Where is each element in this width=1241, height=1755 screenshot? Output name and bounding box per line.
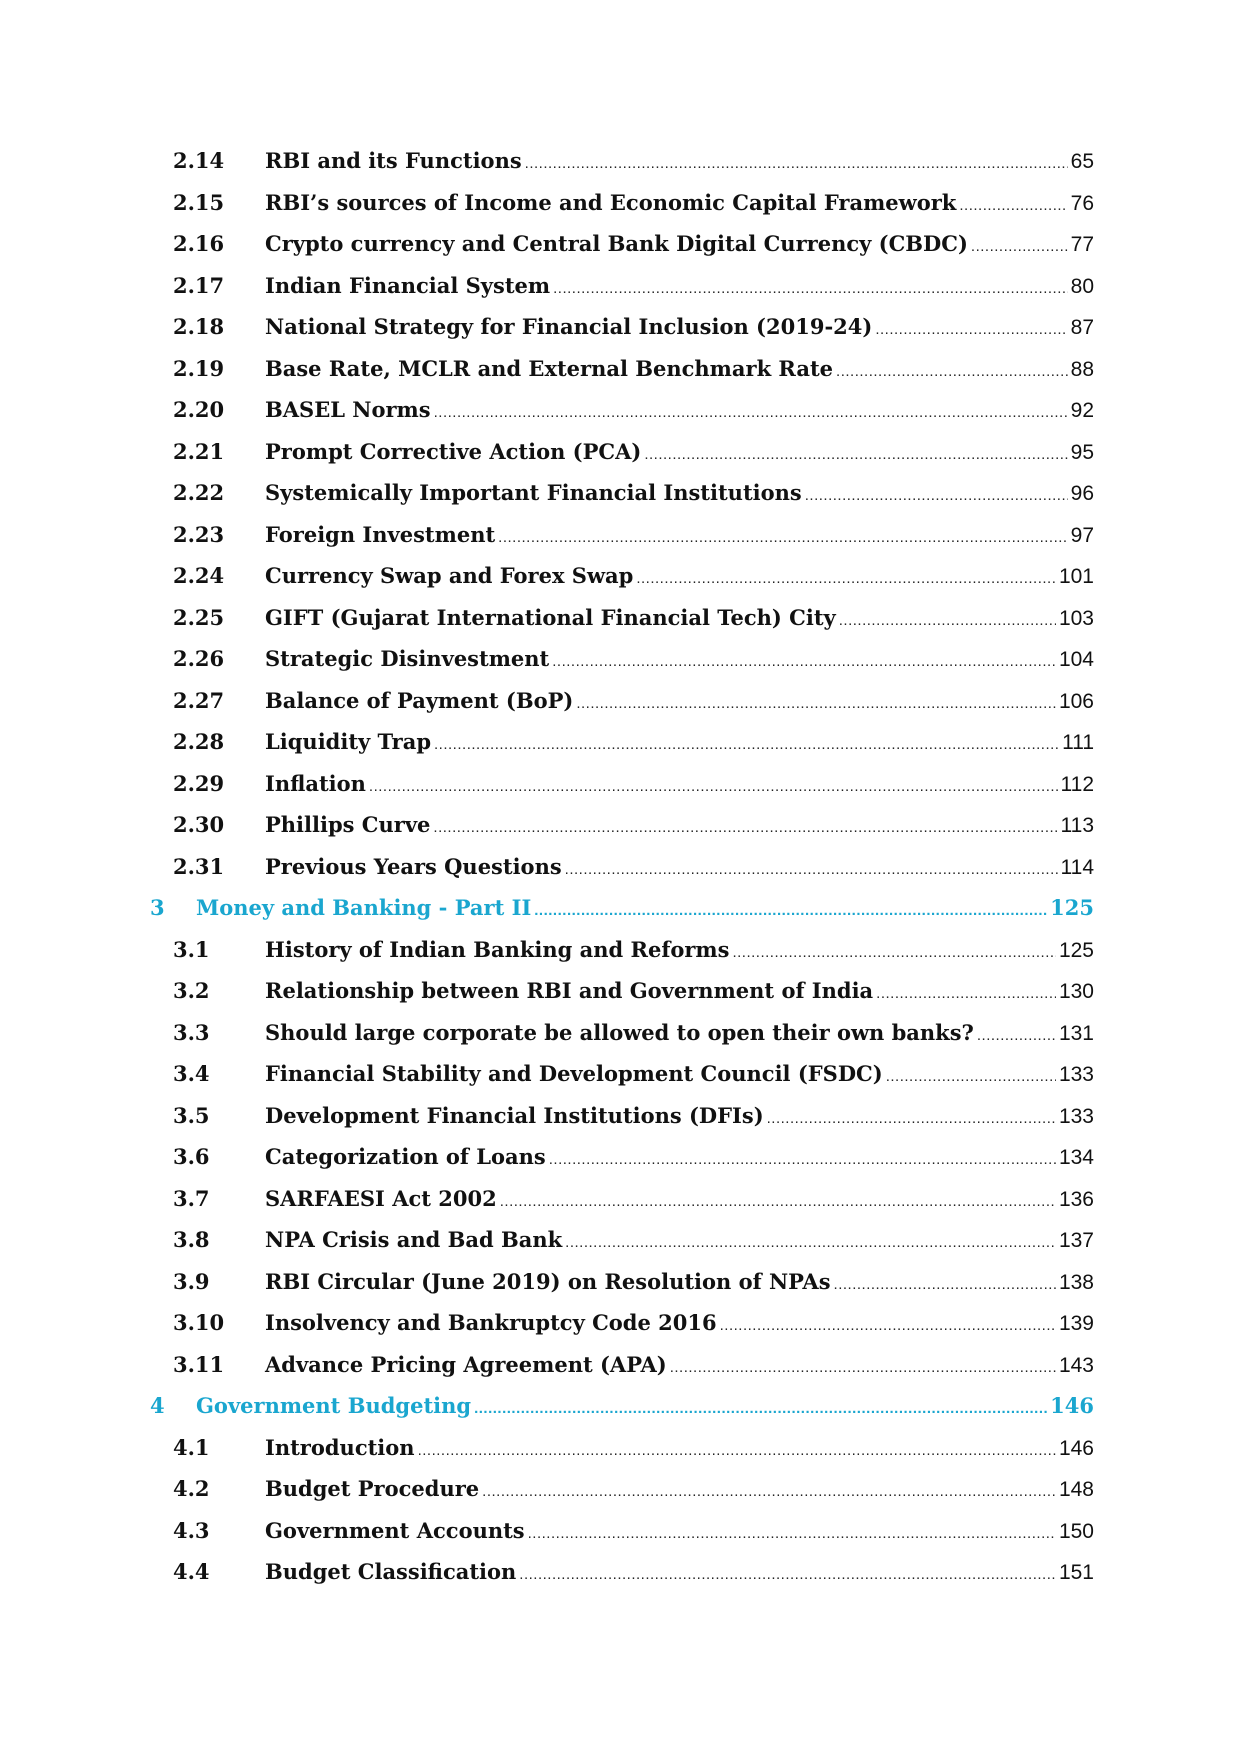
- dot-leader: [636, 566, 1056, 592]
- toc-entry-line: [265, 812, 1094, 841]
- dot-leader: [434, 732, 1059, 758]
- toc-entry-line: [265, 231, 1094, 260]
- toc-section-row[interactable]: [0, 1055, 1241, 1097]
- toc-entry-number: 3.2: [173, 978, 210, 1003]
- dot-leader: [519, 1562, 1056, 1588]
- dot-leader: [549, 1147, 1056, 1173]
- toc-section-row[interactable]: [0, 848, 1241, 890]
- toc-entry-title: Should large corporate be allowed to open their own banks?: [265, 1019, 974, 1045]
- toc-entry-line: [265, 356, 1094, 385]
- toc-entry-line: [265, 1227, 1094, 1256]
- toc-entry-page-number: 146: [1050, 1393, 1094, 1418]
- toc-entry-page-number: 148: [1058, 1478, 1094, 1501]
- toc-entry-page-number: 113: [1060, 814, 1094, 837]
- toc-section-row[interactable]: [0, 1138, 1241, 1180]
- toc-entry-page-number: 151: [1058, 1561, 1094, 1584]
- toc-section-row[interactable]: [0, 1512, 1241, 1554]
- toc-entry-title: Prompt Corrective Action (PCA): [265, 438, 642, 464]
- toc-entry-page-number: 143: [1058, 1353, 1094, 1377]
- toc-entry-title: Crypto currency and Central Bank Digital Currency (CBDC): [265, 231, 968, 256]
- toc-entry-page-number: 125: [1050, 895, 1094, 920]
- dot-leader: [576, 691, 1056, 717]
- toc-section-row[interactable]: [0, 1429, 1241, 1471]
- toc-section-row[interactable]: [0, 516, 1241, 558]
- toc-section-row[interactable]: [0, 474, 1241, 516]
- toc-entry-line: [265, 729, 1094, 758]
- toc-entry-number: 2.19: [173, 355, 225, 381]
- toc-chapter-row[interactable]: [0, 1387, 1241, 1429]
- toc-entry-line: [196, 1393, 1094, 1422]
- toc-entry-page-number: 65: [1070, 150, 1094, 173]
- toc-entry-title: NPA Crisis and Bad Bank: [265, 1227, 563, 1252]
- toc-entry-title: GIFT (Gujarat International Financial Tech) City: [265, 604, 836, 630]
- toc-entry-title: Liquidity Trap: [265, 729, 432, 754]
- toc-entry-title: Indian Financial System: [265, 272, 551, 298]
- toc-section-row[interactable]: [0, 391, 1241, 433]
- toc-entry-title: Budget Classification: [265, 1559, 517, 1584]
- toc-entry-page-number: 101: [1058, 565, 1094, 588]
- toc-entry-number: 2.31: [173, 853, 225, 879]
- toc-entry-page-number: 80: [1070, 274, 1094, 298]
- toc-entry-number: 2.23: [173, 521, 225, 547]
- toc-entry-line: [265, 1435, 1094, 1464]
- toc-entry-page-number: 112: [1060, 772, 1094, 796]
- dot-leader: [732, 940, 1055, 966]
- dot-leader: [369, 774, 1058, 800]
- dot-leader: [959, 193, 1067, 219]
- dot-leader: [498, 525, 1067, 551]
- toc-entry-number: 2.28: [173, 729, 225, 754]
- toc-entry-line: [265, 397, 1094, 426]
- toc-entry-number: 2.20: [173, 397, 225, 422]
- toc-entry-page-number: 133: [1058, 1104, 1094, 1128]
- toc-entry-number: 2.29: [173, 770, 225, 796]
- toc-entry-page-number: 104: [1058, 648, 1094, 671]
- toc-section-row[interactable]: [0, 350, 1241, 392]
- toc-entry-number: 4: [150, 1393, 165, 1418]
- dot-leader: [834, 1272, 1056, 1298]
- toc-entry-line: [196, 895, 1094, 924]
- toc-entry-title: Government Budgeting: [196, 1393, 472, 1418]
- toc-entry-title: Money and Banking - Part II: [196, 895, 532, 920]
- toc-entry-line: [265, 1020, 1094, 1049]
- toc-entry-page-number: 130: [1058, 980, 1094, 1003]
- toc-entry-line: [265, 148, 1094, 177]
- toc-entry-title: Balance of Payment (BoP): [265, 687, 574, 713]
- toc-entry-page-number: 137: [1058, 1229, 1094, 1252]
- toc-entry-title: Financial Stability and Development Council (FSDC): [265, 1061, 883, 1086]
- toc-entry-number: 3.7: [173, 1185, 210, 1211]
- toc-entry-line: [265, 563, 1094, 592]
- toc-entry-title: Categorization of Loans: [265, 1144, 546, 1169]
- toc-entry-line: [265, 1310, 1094, 1339]
- toc-entry-line: [265, 314, 1094, 343]
- toc-entry-line: [265, 1103, 1094, 1132]
- toc-entry-page-number: 76: [1070, 191, 1094, 215]
- toc-entry-number: 2.15: [173, 189, 225, 215]
- dot-leader: [720, 1313, 1056, 1339]
- toc-entry-line: [265, 1518, 1094, 1547]
- toc-section-row[interactable]: [0, 308, 1241, 350]
- dot-leader: [839, 608, 1056, 634]
- toc-entry-page-number: 134: [1058, 1146, 1094, 1169]
- toc-entry-line: [265, 522, 1094, 551]
- toc-entry-number: 3.6: [173, 1144, 210, 1169]
- toc-entry-number: 3.9: [173, 1268, 210, 1294]
- toc-entry-page-number: 103: [1058, 606, 1094, 630]
- toc-section-row[interactable]: [0, 1263, 1241, 1305]
- toc-entry-page-number: 114: [1060, 855, 1094, 879]
- dot-leader: [534, 898, 1047, 924]
- toc-section-row[interactable]: [0, 433, 1241, 475]
- table-of-contents: [0, 142, 1241, 1595]
- toc-entry-line: [265, 646, 1094, 675]
- dot-leader: [418, 1438, 1056, 1464]
- toc-entry-page-number: 133: [1058, 1063, 1094, 1086]
- dot-leader: [528, 1521, 1056, 1547]
- toc-entry-number: 3.4: [173, 1061, 210, 1086]
- dot-leader: [767, 1106, 1056, 1132]
- toc-entry-number: 2.16: [173, 231, 225, 256]
- toc-entry-number: 2.21: [173, 438, 225, 464]
- dot-leader: [644, 442, 1067, 468]
- toc-section-row[interactable]: [0, 1553, 1241, 1595]
- toc-entry-page-number: 88: [1070, 357, 1094, 381]
- toc-entry-title: Systemically Important Financial Institutions: [265, 480, 802, 505]
- toc-section-row[interactable]: [0, 972, 1241, 1014]
- toc-entry-line: [265, 273, 1094, 302]
- toc-entry-page-number: 95: [1070, 440, 1094, 464]
- dot-leader: [525, 151, 1068, 177]
- toc-entry-title: SARFAESI Act 2002: [265, 1185, 497, 1211]
- toc-entry-line: [265, 1559, 1094, 1588]
- toc-entry-page-number: 139: [1058, 1312, 1094, 1335]
- toc-entry-number: 3.1: [173, 936, 210, 962]
- toc-section-row[interactable]: [0, 931, 1241, 973]
- toc-entry-page-number: 96: [1070, 482, 1094, 505]
- toc-entry-title: Advance Pricing Agreement (APA): [265, 1351, 667, 1377]
- toc-entry-line: [265, 771, 1094, 800]
- toc-entry-title: History of Indian Banking and Reforms: [265, 936, 730, 962]
- toc-entry-number: 2.24: [173, 563, 225, 588]
- toc-entry-title: Government Accounts: [265, 1517, 525, 1543]
- toc-section-row[interactable]: [0, 682, 1241, 724]
- toc-entry-title: Previous Years Questions: [265, 853, 562, 879]
- toc-entry-title: Base Rate, MCLR and External Benchmark Rate: [265, 355, 834, 381]
- dot-leader: [553, 276, 1068, 302]
- dot-leader: [670, 1355, 1056, 1381]
- toc-entry-number: 3: [150, 895, 165, 920]
- toc-section-row[interactable]: [0, 1470, 1241, 1512]
- toc-entry-page-number: 125: [1058, 938, 1094, 962]
- toc-entry-line: [265, 1476, 1094, 1505]
- dot-leader: [565, 1230, 1056, 1256]
- toc-entry-title: Phillips Curve: [265, 812, 431, 837]
- toc-entry-page-number: 111: [1062, 731, 1094, 754]
- dot-leader: [434, 400, 1068, 426]
- toc-entry-page-number: 136: [1058, 1187, 1094, 1211]
- toc-entry-page-number: 106: [1058, 689, 1094, 713]
- toc-entry-number: 2.22: [173, 480, 225, 505]
- toc-entry-number: 2.26: [173, 646, 225, 671]
- toc-entry-title: National Strategy for Financial Inclusion (2019-24): [265, 314, 873, 339]
- toc-section-row[interactable]: [0, 599, 1241, 641]
- dot-leader: [876, 981, 1056, 1007]
- toc-section-row[interactable]: [0, 806, 1241, 848]
- toc-entry-number: 2.30: [173, 812, 225, 837]
- toc-entry-page-number: 131: [1058, 1021, 1094, 1045]
- toc-section-row[interactable]: [0, 640, 1241, 682]
- dot-leader: [500, 1189, 1056, 1215]
- toc-entry-number: 4.3: [173, 1517, 210, 1543]
- toc-entry-page-number: 97: [1070, 523, 1094, 547]
- dot-leader: [836, 359, 1068, 385]
- toc-entry-number: 4.1: [173, 1434, 210, 1460]
- dot-leader: [875, 317, 1067, 343]
- toc-entry-number: 3.10: [173, 1310, 225, 1335]
- toc-section-row[interactable]: [0, 557, 1241, 599]
- toc-entry-title: Development Financial Institutions (DFIs): [265, 1102, 764, 1128]
- toc-entry-number: 3.3: [173, 1019, 210, 1045]
- toc-entry-title: Foreign Investment: [265, 521, 496, 547]
- toc-entry-number: 3.11: [173, 1351, 225, 1377]
- toc-entry-line: [265, 605, 1094, 634]
- toc-entry-line: [265, 480, 1094, 509]
- dot-leader: [474, 1396, 1047, 1422]
- toc-section-row[interactable]: [0, 1221, 1241, 1263]
- toc-entry-number: 4.4: [173, 1559, 210, 1584]
- toc-entry-title: Introduction: [265, 1434, 415, 1460]
- toc-entry-line: [265, 1352, 1094, 1381]
- toc-entry-page-number: 92: [1070, 399, 1094, 422]
- toc-section-row[interactable]: [0, 142, 1241, 184]
- dot-leader: [971, 234, 1068, 260]
- toc-entry-title: RBI’s sources of Income and Economic Capital Framework: [265, 189, 957, 215]
- toc-entry-line: [265, 1144, 1094, 1173]
- toc-entry-title: Budget Procedure: [265, 1476, 480, 1501]
- toc-entry-number: 2.14: [173, 148, 225, 173]
- dot-leader: [805, 483, 1068, 509]
- dot-leader: [886, 1064, 1056, 1090]
- dot-leader: [433, 815, 1057, 841]
- toc-section-row[interactable]: [0, 1097, 1241, 1139]
- toc-entry-line: [265, 937, 1094, 966]
- toc-entry-line: [265, 1186, 1094, 1215]
- toc-entry-line: [265, 439, 1094, 468]
- toc-entry-number: 2.27: [173, 687, 225, 713]
- toc-entry-page-number: 138: [1058, 1270, 1094, 1294]
- toc-entry-line: [265, 978, 1094, 1007]
- toc-entry-page-number: 77: [1070, 233, 1094, 256]
- toc-entry-line: [265, 1061, 1094, 1090]
- toc-section-row[interactable]: [0, 1014, 1241, 1056]
- toc-entry-page-number: 146: [1058, 1436, 1094, 1460]
- toc-entry-title: RBI Circular (June 2019) on Resolution of NPAs: [265, 1268, 831, 1294]
- dot-leader: [565, 857, 1058, 883]
- dot-leader: [482, 1479, 1056, 1505]
- toc-chapter-row[interactable]: [0, 889, 1241, 931]
- toc-entry-title: BASEL Norms: [265, 397, 431, 422]
- toc-entry-page-number: 87: [1070, 316, 1094, 339]
- dot-leader: [552, 649, 1056, 675]
- toc-entry-title: Strategic Disinvestment: [265, 646, 550, 671]
- toc-entry-line: [265, 1269, 1094, 1298]
- toc-entry-line: [265, 190, 1094, 219]
- toc-section-row[interactable]: [0, 1180, 1241, 1222]
- toc-entry-title: Relationship between RBI and Government of India: [265, 978, 874, 1003]
- toc-section-row[interactable]: [0, 723, 1241, 765]
- toc-section-row[interactable]: [0, 765, 1241, 807]
- dot-leader: [977, 1023, 1056, 1049]
- toc-entry-number: 4.2: [173, 1476, 210, 1501]
- toc-section-row[interactable]: [0, 184, 1241, 226]
- toc-section-row[interactable]: [0, 225, 1241, 267]
- toc-entry-number: 2.17: [173, 272, 225, 298]
- toc-entry-line: [265, 688, 1094, 717]
- toc-entry-number: 2.18: [173, 314, 225, 339]
- toc-entry-title: Inflation: [265, 770, 366, 796]
- toc-entry-title: RBI and its Functions: [265, 148, 522, 173]
- toc-entry-line: [265, 854, 1094, 883]
- toc-section-row[interactable]: [0, 1346, 1241, 1388]
- toc-section-row[interactable]: [0, 1304, 1241, 1346]
- toc-entry-page-number: 150: [1058, 1519, 1094, 1543]
- toc-section-row[interactable]: [0, 267, 1241, 309]
- toc-entry-number: 3.5: [173, 1102, 210, 1128]
- toc-entry-number: 3.8: [173, 1227, 210, 1252]
- toc-entry-title: Currency Swap and Forex Swap: [265, 563, 634, 588]
- toc-entry-number: 2.25: [173, 604, 225, 630]
- toc-entry-title: Insolvency and Bankruptcy Code 2016: [265, 1310, 717, 1335]
